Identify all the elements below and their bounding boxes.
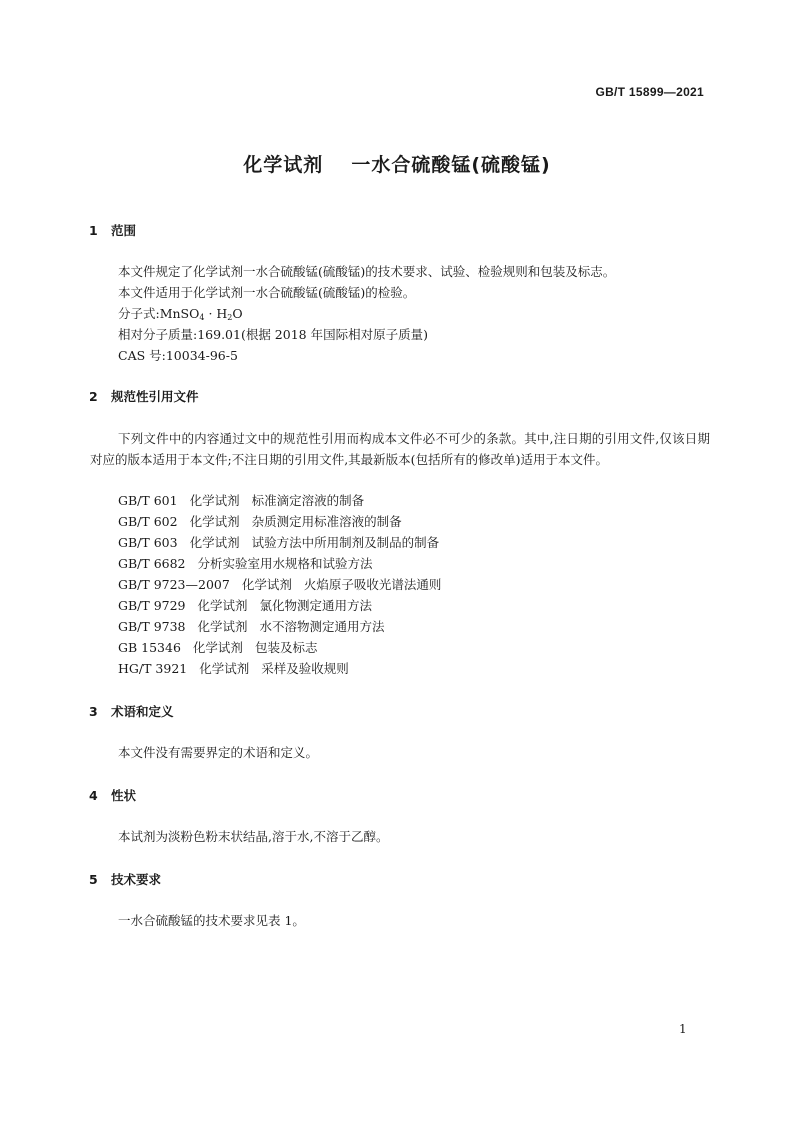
section-4-heading [89,786,136,804]
reference-code: GB/T 9729 [118,598,186,613]
molecular-mass: 相对分子质量:169.01(根据 2018 年国际相对原子质量) [118,327,428,342]
reference-item [118,638,317,656]
formula-mid: · H [204,306,228,321]
section-number: 5 [89,872,98,887]
section-2-heading [89,387,199,405]
reference-subtitle: 包装及标志 [254,640,318,655]
section-title: 技术要求 [111,872,162,887]
reference-code: HG/T 3921 [118,661,188,676]
cas-number: CAS 号:10034-96-5 [118,348,238,363]
reference-code: GB/T 602 [118,514,178,529]
section-number: 4 [89,788,98,803]
reference-title: 化学试剂 [241,577,292,592]
title-part-1: 化学试剂 [243,154,324,176]
reference-title: 化学试剂 [189,493,240,508]
properties-text: 本试剂为淡粉色粉末状结晶,溶于水,不溶于乙醇。 [118,829,389,844]
reference-item [118,575,441,593]
reference-code: GB/T 9723—2007 [118,577,230,592]
reference-code: GB 15346 [118,640,181,655]
reference-item [118,596,372,614]
formula-subscript: 2 [227,313,233,322]
reference-item [118,554,385,572]
reference-title: 分析实验室用水规格和试验方法 [197,556,373,571]
reference-title: 化学试剂 [197,619,248,634]
molecular-formula [118,304,243,322]
formula-prefix: 分子式:MnSO [118,306,200,321]
reference-title: 化学试剂 [199,661,250,676]
section-1-heading [89,221,136,239]
terms-text: 本文件没有需要界定的术语和定义。 [118,745,319,760]
formula-subscript: 4 [199,313,205,322]
reference-item [118,512,402,530]
title-part-2: 一水合硫酸锰(硫酸锰) [351,154,551,176]
section-title: 术语和定义 [111,704,174,719]
section-number: 2 [89,389,98,404]
page-number: 1 [679,1022,687,1036]
reference-item [118,659,349,677]
reference-title: 化学试剂 [192,640,243,655]
reference-subtitle: 氯化物测定通用方法 [259,598,373,613]
reference-title: 化学试剂 [189,514,240,529]
reference-subtitle: 火焰原子吸收光谱法通则 [303,577,442,592]
reference-item [118,533,439,551]
reference-code: GB/T 601 [118,493,178,508]
reference-code: GB/T 603 [118,535,178,550]
section-number: 3 [89,704,98,719]
section-title: 规范性引用文件 [111,389,199,404]
standard-code: GB/T 15899—2021 [595,85,704,99]
section-title: 范围 [111,223,137,238]
normative-references-intro: 下列文件中的内容通过文中的规范性引用而构成本文件必不可少的条款。其中,注日期的引用文件,仅该日期对应的版本适用于本文件;不注日期的引用文件,其最新版本(包括所有的修改单)适用于本文件。 [90,431,710,467]
reference-item [118,491,364,509]
reference-code: GB/T 9738 [118,619,186,634]
reference-item [118,617,385,635]
reference-code: GB/T 6682 [118,556,186,571]
reference-subtitle: 杂质测定用标准溶液的制备 [251,514,402,529]
section-3-heading [89,702,174,720]
scope-line-2: 本文件适用于化学试剂一水合硫酸锰(硫酸锰)的检验。 [118,285,416,300]
reference-subtitle: 试验方法中所用制剂及制品的制备 [251,535,440,550]
section-title: 性状 [111,788,137,803]
formula-suffix: O [232,306,243,321]
reference-subtitle: 标准滴定溶液的制备 [251,493,365,508]
reference-title: 化学试剂 [189,535,240,550]
section-5-heading [89,870,161,888]
scope-line-1: 本文件规定了化学试剂一水合硫酸锰(硫酸锰)的技术要求、试验、检验规则和包装及标志。 [118,264,616,279]
reference-title: 化学试剂 [197,598,248,613]
technical-requirements-text: 一水合硫酸锰的技术要求见表 1。 [118,913,305,928]
reference-subtitle: 水不溶物测定通用方法 [259,619,385,634]
section-number: 1 [89,223,98,238]
document-title [0,150,794,177]
reference-subtitle: 采样及验收规则 [261,661,349,676]
